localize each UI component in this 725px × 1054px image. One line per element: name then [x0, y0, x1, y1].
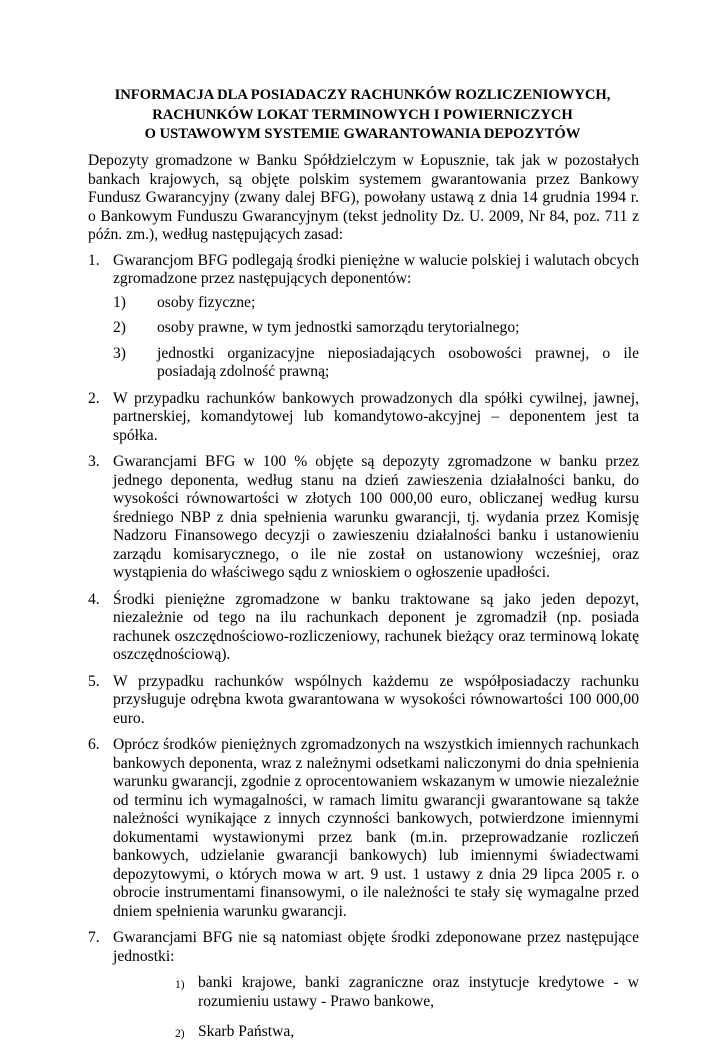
- title-line-3: O USTAWOWYM SYSTEMIE GWARANTOWANIA DEPOZYTÓW: [144, 126, 581, 142]
- list-item-number: 3.: [88, 453, 100, 470]
- list-item-text: W przypadku rachunków bankowych prowadzonych dla spółki cywilnej, jawnej, partnerskiej, komandytowej lub komandytowo-akcyjnej – deponentem jest ta spółka.: [113, 389, 639, 444]
- list-item-text: Gwarancjami BFG w 100 % objęte są depozyty zgromadzone w banku przez jednego deponenta, według stanu na dzień zawieszenia działalności banku, do wysokości równowartości w złotych 100 000,00 euro, obliczanej według kursu średniego NBP z dnia spełnienia warunku gwarancji, tj. wydania przez Komisję Nadzoru Finansowego decyzji o zawieszeniu działalności banku i ustanowieniu zarządu komisarycznego, o ile nie został on ustanowiony wcześniej, oraz wystąpienia do właściwego sądu z wnioskiem o ogłoszenie upadłości.: [113, 453, 639, 581]
- list-item-text: Oprócz środków pieniężnych zgromadzonych na wszystkich imiennych rachunkach bankowych deponenta, wraz z należnymi odsetkami naliczonymi do dnia spełnienia warunku gwarancji, zgodnie z oprocentowaniem wskazanym w umowie niezależnie od terminu ich wymagalności, w ramach limitu gwarancji gwarantowane są także należności wynikające z innych czynności bankowych, potwierdzone imiennymi dokumentami wystawionymi przez bank (m.in. przeprowadzanie rozliczeń bankowych, udzielanie gwarancji bankowych) lub imiennymi świadectwami depozytowymi, o których mowa w art. 9 ust. 1 ustawy z dnia 29 lipca 2005 r. o obrocie instrumentami finansowymi, o ile należności te stały się wymagalne przed dniem spełnienia warunku gwarancji.: [113, 736, 639, 920]
- sublist-item-number: 1): [175, 979, 185, 991]
- depositors-sublist: [113, 294, 639, 382]
- list-item-4: [88, 591, 639, 665]
- list-item-number: 7.: [88, 929, 100, 946]
- list-item-1: [88, 252, 639, 382]
- rules-list: [88, 252, 639, 1042]
- sublist-item-number: 2): [175, 1028, 185, 1040]
- sublist-item-text: Skarb Państwa,: [198, 1023, 295, 1040]
- document-body: [88, 152, 639, 1054]
- list-item-text: Gwarancjom BFG podlegają środki pieniężne w walucie polskiej i walutach obcych zgromadzone przez następujących deponentów:: [113, 251, 639, 287]
- sublist-item-text: osoby prawne, w tym jednostki samorządu terytorialnego;: [157, 319, 520, 336]
- sublist-item-text: osoby fizyczne;: [157, 293, 256, 311]
- list-item-number: 4.: [88, 590, 100, 608]
- sublist-item: [113, 319, 639, 338]
- list-item-2: [88, 390, 639, 446]
- list-item-number: 1.: [88, 251, 100, 269]
- list-item-5: [88, 673, 639, 729]
- list-item-text: Gwarancjami BFG nie są natomiast objęte środki zdeponowane przez następujące jednostki:: [113, 929, 639, 965]
- list-item-3: [88, 453, 639, 583]
- sublist-item: [113, 345, 639, 382]
- sublist-item: [113, 1023, 639, 1042]
- list-item-6: [88, 736, 639, 921]
- sublist-item: [113, 974, 639, 1011]
- sublist-item-number: 2): [113, 319, 126, 336]
- list-item-text: W przypadku rachunków wspólnych każdemu ze współposiadaczy rachunku przysługuje odrębna kwota gwarantowana w wysokości równowartości 100 000,00 euro.: [113, 672, 639, 727]
- list-item-text: Środki pieniężne zgromadzone w banku traktowane są jako jeden depozyt, niezależnie od tego na ilu rachunkach deponent je zgromadził (np. posiada rachunek oszczędnościowo-rozliczeniowy, rachunek bieżący oraz terminową lokatę oszczędnościową).: [113, 590, 639, 663]
- list-item-number: 6.: [88, 736, 100, 753]
- excluded-entities-sublist: [113, 974, 639, 1042]
- title-line-1: INFORMACJA DLA POSIADACZY RACHUNKÓW ROZLICZENIOWYCH,: [114, 87, 611, 103]
- sublist-item-number: 1): [113, 293, 126, 311]
- sublist-item-text: banki krajowe, banki zagraniczne oraz instytucje kredytowe - w rozumieniu ustawy - Prawo bankowe,: [198, 974, 639, 1010]
- list-item-number: 2.: [88, 389, 100, 407]
- sublist-item-text: jednostki organizacyjne nieposiadających osobowości prawnej, o ile posiadają zdolność prawną;: [157, 344, 639, 380]
- sublist-item-number: 3): [113, 344, 126, 362]
- list-item-7: [88, 929, 639, 1042]
- sublist-item: [113, 294, 639, 313]
- title-line-2: RACHUNKÓW LOKAT TERMINOWYCH I POWIERNICZYCH: [152, 106, 573, 123]
- list-item-number: 5.: [88, 672, 100, 690]
- document-title: [80, 86, 645, 145]
- intro-paragraph: Depozyty gromadzone w Banku Spółdzielczym w Łopusznie, tak jak w pozostałych bankach krajowych, są objęte polskim systemem gwarantowania przez Bankowy Fundusz Gwarancyjny (zwany dalej BFG), powołany ustawą z dnia 14 grudnia 1994 r. o Bankowym Funduszu Gwarancyjnym (tekst jednolity Dz. U. 2009, Nr 84, poz. 711 z późn. zm.), według następujących zasad:: [88, 152, 639, 243]
